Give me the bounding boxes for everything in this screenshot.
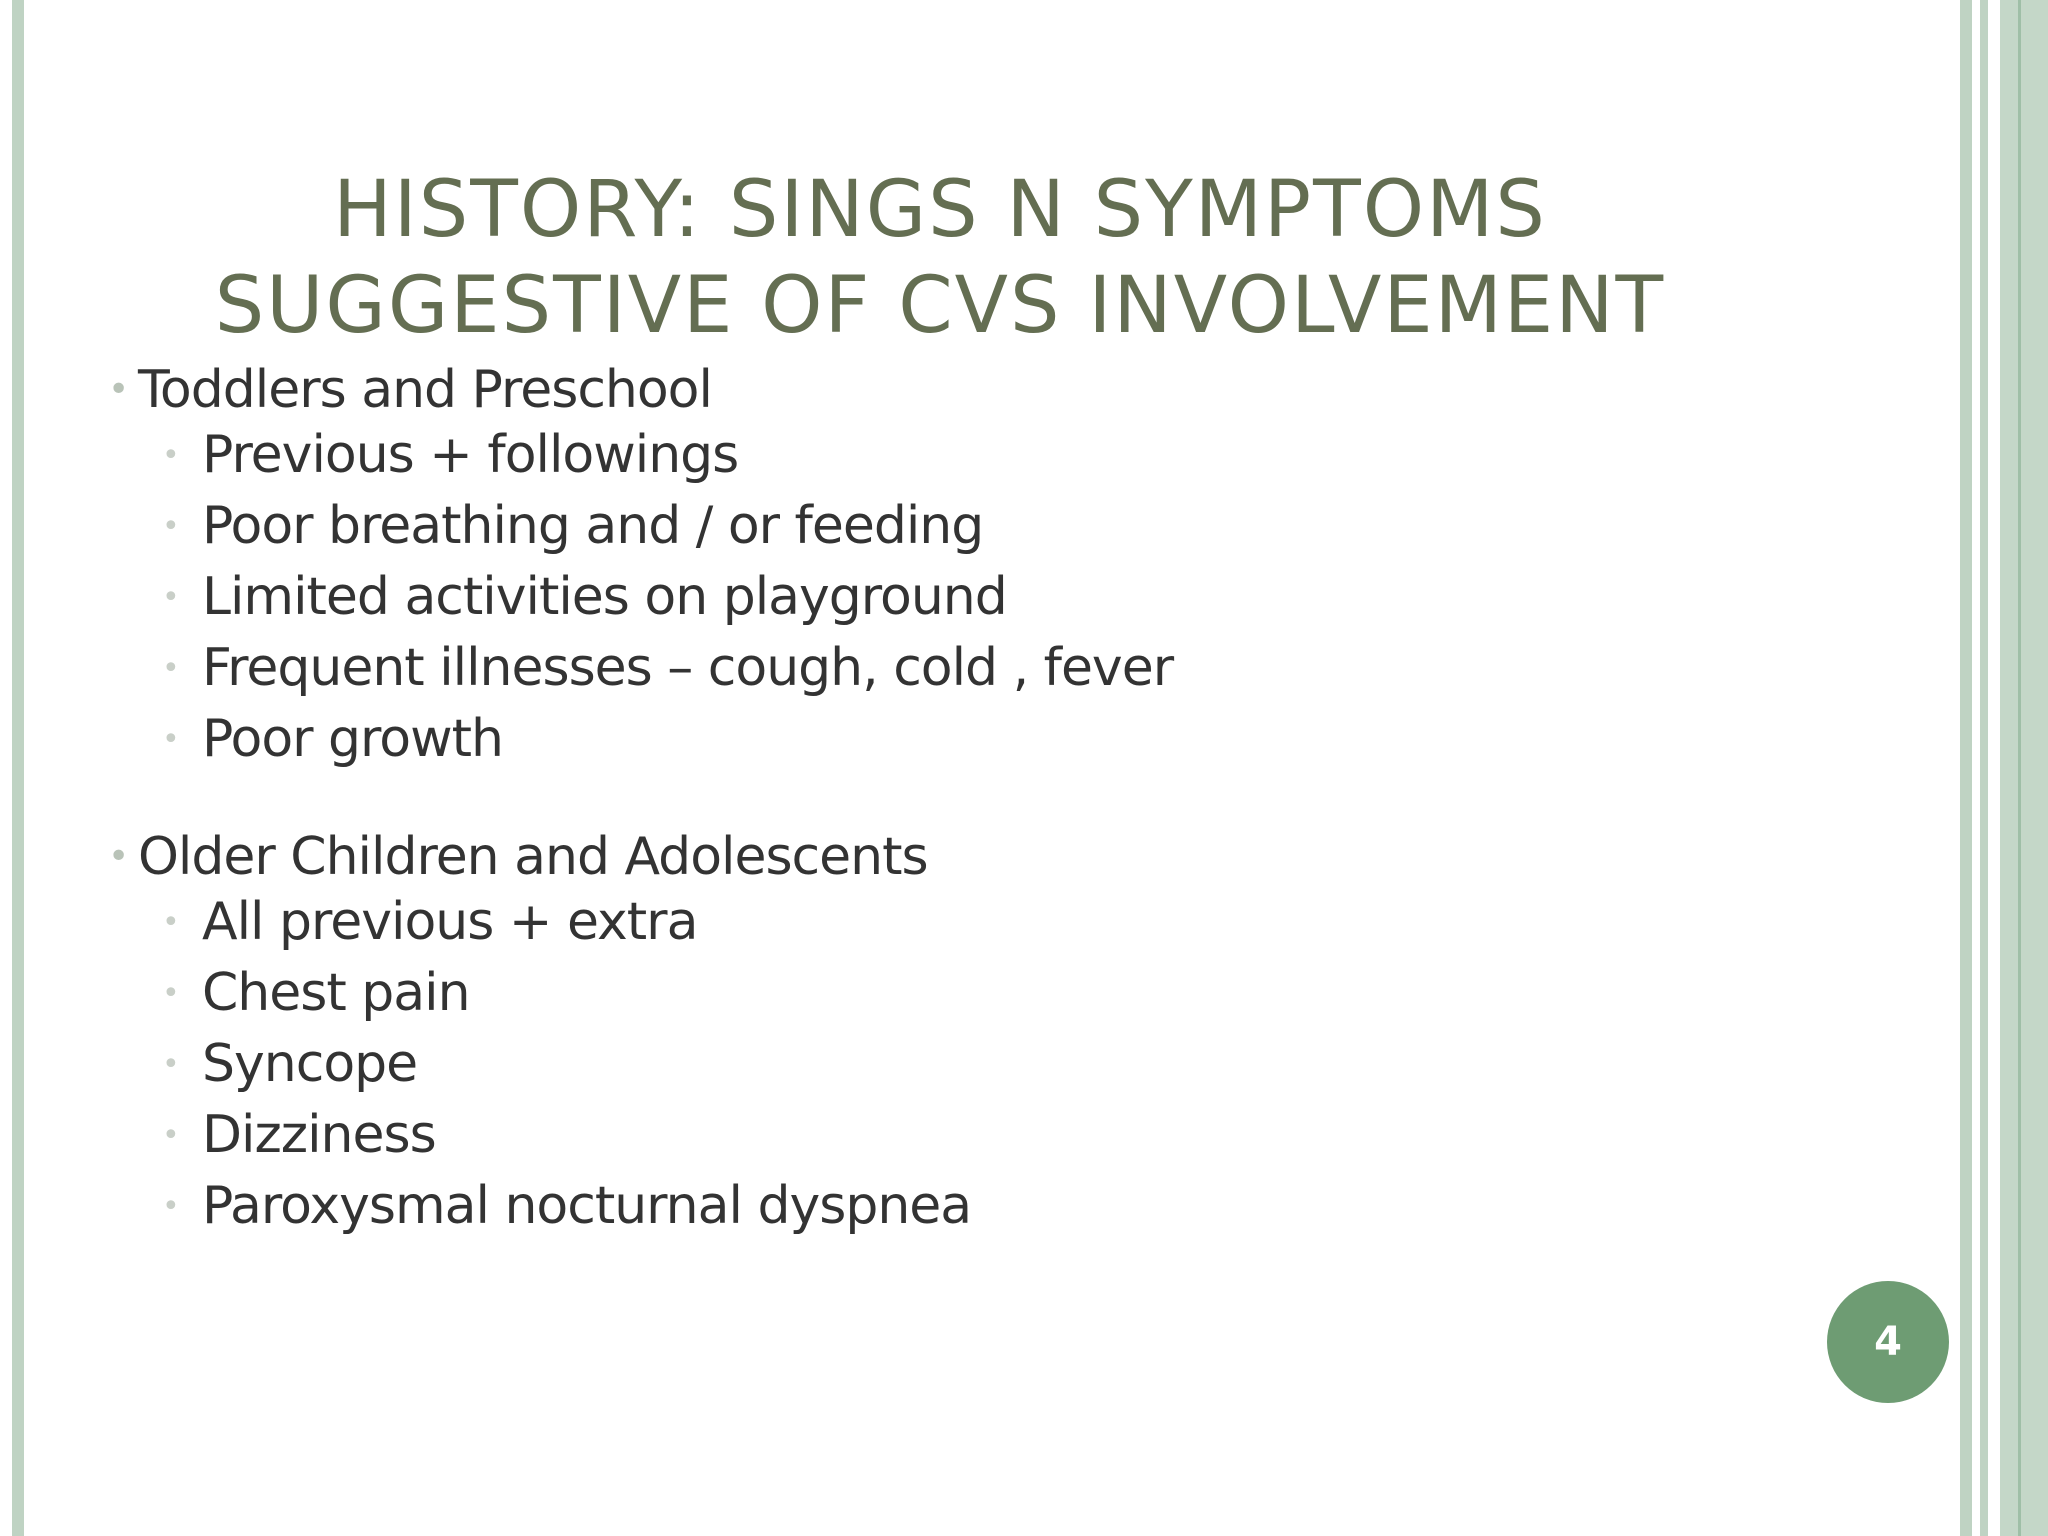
section-heading-text: Older Children and Adolescents xyxy=(138,827,928,887)
list-item xyxy=(162,491,1808,562)
bullet-dot-icon: • xyxy=(162,722,179,757)
list-item xyxy=(162,1100,1808,1171)
bullet-dot-icon: • xyxy=(162,1047,179,1082)
list-item xyxy=(162,887,1808,958)
page-number-badge: 4 xyxy=(1827,1281,1949,1403)
bullet-dot-icon: • xyxy=(162,905,179,940)
bullet-dot-icon: • xyxy=(108,836,129,877)
list-item-text: Previous + followings xyxy=(202,425,739,485)
list-item-text: Poor growth xyxy=(202,709,503,769)
list-item xyxy=(162,704,1808,775)
list-item xyxy=(162,633,1808,704)
bullet-dot-icon: • xyxy=(162,580,179,615)
frame-bar-right-outer xyxy=(2000,0,2048,1536)
list-item-text: Syncope xyxy=(202,1034,418,1094)
bullet-list xyxy=(108,887,1808,1242)
list-item-text: Dizziness xyxy=(202,1105,436,1165)
list-item xyxy=(162,1171,1808,1242)
frame-bar-left xyxy=(12,0,24,1536)
list-item xyxy=(162,958,1808,1029)
slide-title-line-1: HISTORY: SINGS N SYMPTOMS xyxy=(333,165,1547,256)
list-item xyxy=(162,1029,1808,1100)
slide-title-line-2: SUGGESTIVE OF CVS INVOLVEMENT xyxy=(214,261,1666,352)
bullet-dot-icon: • xyxy=(162,651,179,686)
section-heading xyxy=(108,827,1808,887)
bullet-list xyxy=(108,420,1808,775)
section-toddlers-preschool xyxy=(108,360,1808,775)
list-item-text: Paroxysmal nocturnal dyspnea xyxy=(202,1176,972,1236)
frame-bar-right-inner xyxy=(1960,0,1972,1536)
frame-bar-right-middle xyxy=(1980,0,1988,1536)
bullet-dot-icon: • xyxy=(162,438,179,473)
slide-content xyxy=(108,360,1808,1294)
section-heading xyxy=(108,360,1808,420)
list-item xyxy=(162,562,1808,633)
bullet-dot-icon: • xyxy=(162,509,179,544)
list-item-text: Poor breathing and / or feeding xyxy=(202,496,984,556)
section-heading-text: Toddlers and Preschool xyxy=(138,360,712,420)
slide-title xyxy=(140,162,1740,354)
bullet-dot-icon: • xyxy=(108,369,129,410)
list-item xyxy=(162,420,1808,491)
bullet-dot-icon: • xyxy=(162,1189,179,1224)
bullet-dot-icon: • xyxy=(162,1118,179,1153)
list-item-text: Limited activities on playground xyxy=(202,567,1007,627)
list-item-text: Frequent illnesses – cough, cold , fever xyxy=(202,638,1174,698)
list-item-text: All previous + extra xyxy=(202,892,698,952)
bullet-dot-icon: • xyxy=(162,976,179,1011)
section-older-children-adolescents xyxy=(108,827,1808,1242)
frame-bar-right-line xyxy=(2018,0,2021,1536)
list-item-text: Chest pain xyxy=(202,963,470,1023)
